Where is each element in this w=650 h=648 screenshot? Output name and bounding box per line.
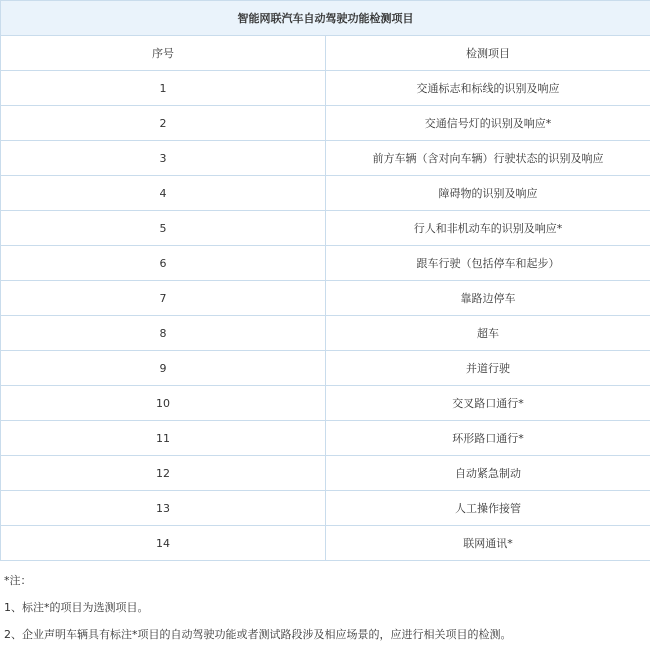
table-row xyxy=(1,386,650,421)
row-item: 前方车辆（含对向车辆）行驶状态的识别及响应 xyxy=(326,141,650,176)
row-number: 3 xyxy=(1,141,326,176)
table-body xyxy=(1,71,650,561)
notes-heading: *注： xyxy=(4,567,646,594)
table-row xyxy=(1,281,650,316)
row-item: 并道行驶 xyxy=(326,351,650,386)
row-item: 联网通讯* xyxy=(326,526,650,561)
table-row xyxy=(1,246,650,281)
row-number: 8 xyxy=(1,316,326,351)
row-number: 6 xyxy=(1,246,326,281)
row-number: 12 xyxy=(1,456,326,491)
row-number: 2 xyxy=(1,106,326,141)
table-row xyxy=(1,141,650,176)
table-row xyxy=(1,526,650,561)
table-row xyxy=(1,351,650,386)
row-item: 交叉路口通行* xyxy=(326,386,650,421)
table-row xyxy=(1,316,650,351)
row-item: 靠路边停车 xyxy=(326,281,650,316)
column-header-no: 序号 xyxy=(1,36,326,71)
row-number: 5 xyxy=(1,211,326,246)
table-title: 智能网联汽车自动驾驶功能检测项目 xyxy=(1,1,650,36)
table-row xyxy=(1,211,650,246)
notes-section xyxy=(4,567,646,648)
column-header-item: 检测项目 xyxy=(326,36,650,71)
row-item: 障碍物的识别及响应 xyxy=(326,176,650,211)
row-number: 4 xyxy=(1,176,326,211)
row-number: 1 xyxy=(1,71,326,106)
table-row xyxy=(1,106,650,141)
row-item: 环形路口通行* xyxy=(326,421,650,456)
table-row xyxy=(1,71,650,106)
table-row xyxy=(1,176,650,211)
row-item: 跟车行驶（包括停车和起步） xyxy=(326,246,650,281)
row-number: 7 xyxy=(1,281,326,316)
row-number: 9 xyxy=(1,351,326,386)
table-row xyxy=(1,421,650,456)
row-number: 14 xyxy=(1,526,326,561)
row-item: 自动紧急制动 xyxy=(326,456,650,491)
row-number: 11 xyxy=(1,421,326,456)
row-number: 10 xyxy=(1,386,326,421)
row-item: 交通信号灯的识别及响应* xyxy=(326,106,650,141)
table-row xyxy=(1,491,650,526)
row-number: 13 xyxy=(1,491,326,526)
row-item: 超车 xyxy=(326,316,650,351)
row-item: 行人和非机动车的识别及响应* xyxy=(326,211,650,246)
row-item: 人工操作接管 xyxy=(326,491,650,526)
table-row xyxy=(1,456,650,491)
table-title-row xyxy=(1,1,650,36)
table-header-row xyxy=(1,36,650,71)
note-item: 2、企业声明车辆具有标注*项目的自动驾驶功能或者测试路段涉及相应场景的，应进行相关项目的检测。 xyxy=(4,621,646,648)
row-item: 交通标志和标线的识别及响应 xyxy=(326,71,650,106)
note-item: 1、标注*的项目为选测项目。 xyxy=(4,594,646,621)
